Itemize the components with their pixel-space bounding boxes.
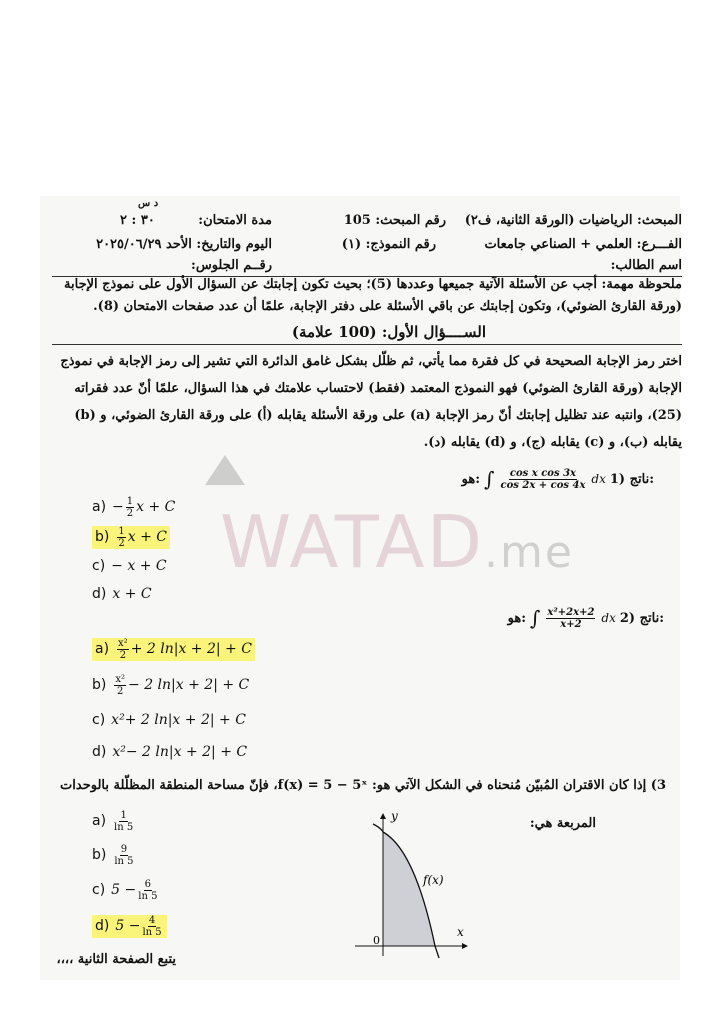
option-label: b) — [92, 847, 107, 863]
fraction-num: 6 — [144, 878, 152, 890]
option-fraction — [114, 674, 126, 697]
instructions — [42, 348, 682, 456]
fraction-num: 4 — [148, 914, 156, 926]
fraction-den: 2 — [119, 649, 127, 661]
section-title: الســــؤال الأول: (100 علامة) — [291, 323, 486, 341]
fraction-num: 1 — [126, 495, 134, 507]
instructions-line-4: يقابله (ب)، و (c) يقابله (ج)، و (d) يقابله (د). — [423, 435, 682, 450]
question-1-prefix: 1) ناتج: — [609, 471, 654, 487]
option-label: d) — [95, 918, 110, 934]
question-2-denominator: x+2 — [560, 618, 582, 630]
subject-code: رقم المبحث: 105 — [343, 213, 446, 228]
seat-number-label: رقــم الجلوس: — [191, 258, 272, 273]
student-name-label: اسم الطالب: — [610, 258, 682, 273]
note-line-1: ملحوظة مهمة: أجب عن الأسئلة الآتية جميعها وعددها (5)؛ بحيث تكون إجابتك عن السؤال الأول على نموذج الإجابة — [64, 277, 682, 292]
note-line-2: (ورقة القارئ الضوئي)، وتكون إجابتك عن باقي الأسئلة على دفتر الإجابة، علمًا أن عدد صفحات الامتحان (8). — [93, 299, 682, 314]
model-number: رقم النموذج: (١) — [341, 237, 436, 252]
fraction-den: 2 — [117, 685, 124, 697]
fraction-num: 1 — [118, 525, 125, 537]
option-label: b) — [92, 677, 107, 693]
option-3d[interactable] — [92, 908, 167, 944]
instructions-line-3: (25)، وانتبه عند تظليل إجابتك أنّ رمز الإجابة (a) على ورقة الأسئلة يقابله (أ) على ورقة القارئ الضوئي، و (b) — [74, 408, 682, 423]
function-graph — [345, 810, 480, 960]
option-1a[interactable] — [92, 492, 175, 522]
fraction-den: 2 — [126, 507, 134, 519]
option-text: x + C — [127, 529, 167, 545]
fraction-den: ln 5 — [142, 926, 162, 938]
subject-label: المبحث: الرياضيات (الورقة الثانية، ف٢) — [464, 213, 682, 228]
fraction-num: x² — [118, 637, 128, 649]
option-fraction — [117, 638, 129, 661]
question-1-options — [92, 492, 175, 608]
option-3c[interactable] — [92, 872, 167, 908]
curve-label: f(x) — [423, 873, 444, 887]
option-label: b) — [95, 529, 110, 545]
option-label: c) — [92, 712, 106, 728]
option-fraction — [138, 879, 157, 902]
duration-unit: د س — [138, 198, 159, 209]
highlight-mark — [92, 638, 255, 661]
option-prefix: 5 − — [111, 882, 137, 898]
integral-icon: ∫ — [484, 467, 495, 491]
question-2-prefix: 2) ناتج: — [619, 610, 664, 626]
highlight-mark — [92, 915, 167, 938]
option-1c[interactable] — [92, 552, 175, 580]
option-label: a) — [92, 813, 107, 829]
option-text: − x + C — [111, 558, 167, 574]
origin-label: 0 — [373, 934, 380, 947]
option-text: x + C — [136, 499, 176, 515]
fraction-num: x² — [115, 673, 126, 685]
question-1-denominator: cos 2x + cos 4x — [500, 479, 586, 491]
fraction-den: 2 — [118, 537, 125, 549]
option-prefix: − — [112, 499, 124, 515]
question-1 — [462, 467, 654, 491]
option-text: x + C — [112, 586, 152, 602]
question-2-integrand — [546, 607, 595, 630]
watermark-suffix: .me — [484, 527, 574, 578]
continue-note: يتبع الصفحة الثانية ،،،، — [56, 952, 176, 967]
fraction-den: ln 5 — [114, 855, 134, 867]
option-3b[interactable] — [92, 838, 167, 872]
question-1-integrand — [500, 468, 585, 491]
option-3a[interactable] — [92, 804, 167, 838]
instructions-line-2: الإجابة (ورقة القارئ الضوئي) فهو النموذج المعتمد (فقط) لاحتساب علامتك في هذا السؤال، علمًا أنّ عدد فقراته — [74, 381, 682, 396]
branch-label: الفـــرع: العلمي + الصناعي جامعات — [484, 237, 682, 252]
fraction-den: ln 5 — [114, 821, 134, 833]
option-prefix: 5 − — [115, 918, 141, 934]
question-2-suffix: هو: — [507, 610, 526, 626]
option-1b[interactable] — [92, 522, 175, 552]
shaded-region — [383, 832, 435, 946]
option-fraction — [114, 844, 133, 867]
question-1-numerator: cos x cos 3x — [509, 467, 576, 479]
option-2d[interactable] — [92, 736, 255, 768]
option-fraction — [117, 526, 125, 549]
question-3-options — [92, 804, 167, 944]
day-date: اليوم والتاريخ: الأحد ٢٠٢٥/٠٦/٢٩ — [96, 237, 272, 252]
option-label: c) — [92, 882, 106, 898]
option-fraction — [142, 915, 161, 938]
option-label: a) — [92, 499, 107, 515]
option-prefix: x² — [112, 744, 126, 760]
option-fraction — [114, 810, 133, 833]
question-1-dx: dx — [591, 472, 606, 486]
option-label: a) — [95, 641, 110, 657]
fraction-num: 1 — [120, 809, 127, 821]
duration-value: ٣٠ : ٢ — [120, 213, 155, 228]
question-2 — [508, 606, 664, 630]
option-2a[interactable] — [92, 632, 255, 666]
option-prefix: x² — [111, 712, 125, 728]
option-label: c) — [92, 558, 106, 574]
fraction-num: 9 — [120, 843, 128, 855]
option-2c[interactable] — [92, 704, 255, 736]
option-fraction — [126, 496, 134, 519]
option-text: − 2 ln|x + 2| + C — [128, 677, 250, 693]
duration-label: مدة الامتحان: — [198, 213, 272, 228]
y-axis-label: y — [391, 810, 398, 823]
option-text: + 2 ln|x + 2| + C — [130, 641, 252, 657]
question-2-dx: dx — [601, 611, 616, 625]
question-2-options — [92, 632, 255, 768]
note-divider — [52, 344, 682, 345]
option-1d[interactable] — [92, 580, 175, 608]
question-3-line-2: المربعة هي: — [529, 816, 596, 831]
option-text: + 2 ln|x + 2| + C — [124, 712, 246, 728]
instructions-line-1: اختر رمز الإجابة الصحيحة في كل فقرة مما يأتي، ثم ظلّل بشكل غامق الدائرة التي تشير إلى رمز الإجابة في نموذج — [60, 354, 682, 369]
option-label: d) — [92, 586, 107, 602]
integral-icon: ∫ — [530, 606, 541, 630]
important-note — [42, 274, 682, 318]
x-axis-label: x — [457, 925, 464, 939]
option-label: d) — [92, 744, 107, 760]
fraction-den: ln 5 — [138, 890, 158, 902]
watermark-brand: WATAD — [220, 500, 485, 584]
question-2-numerator: x²+2x+2 — [547, 606, 595, 618]
highlight-mark — [92, 526, 170, 549]
watermark-logo-icon — [205, 455, 245, 485]
question-3-line-1: 3) إذا كان الاقتران المُبيّن مُنحناه في الشكل الآتي هو: f(x) = 5 − 5ˣ، فإنّ مساحة المنطقة المظلّلة بالوحدات — [60, 778, 666, 793]
watermark — [220, 500, 574, 584]
question-1-suffix: هو: — [461, 471, 481, 487]
option-text: − 2 ln|x + 2| + C — [125, 744, 248, 760]
option-2b[interactable] — [92, 666, 255, 704]
